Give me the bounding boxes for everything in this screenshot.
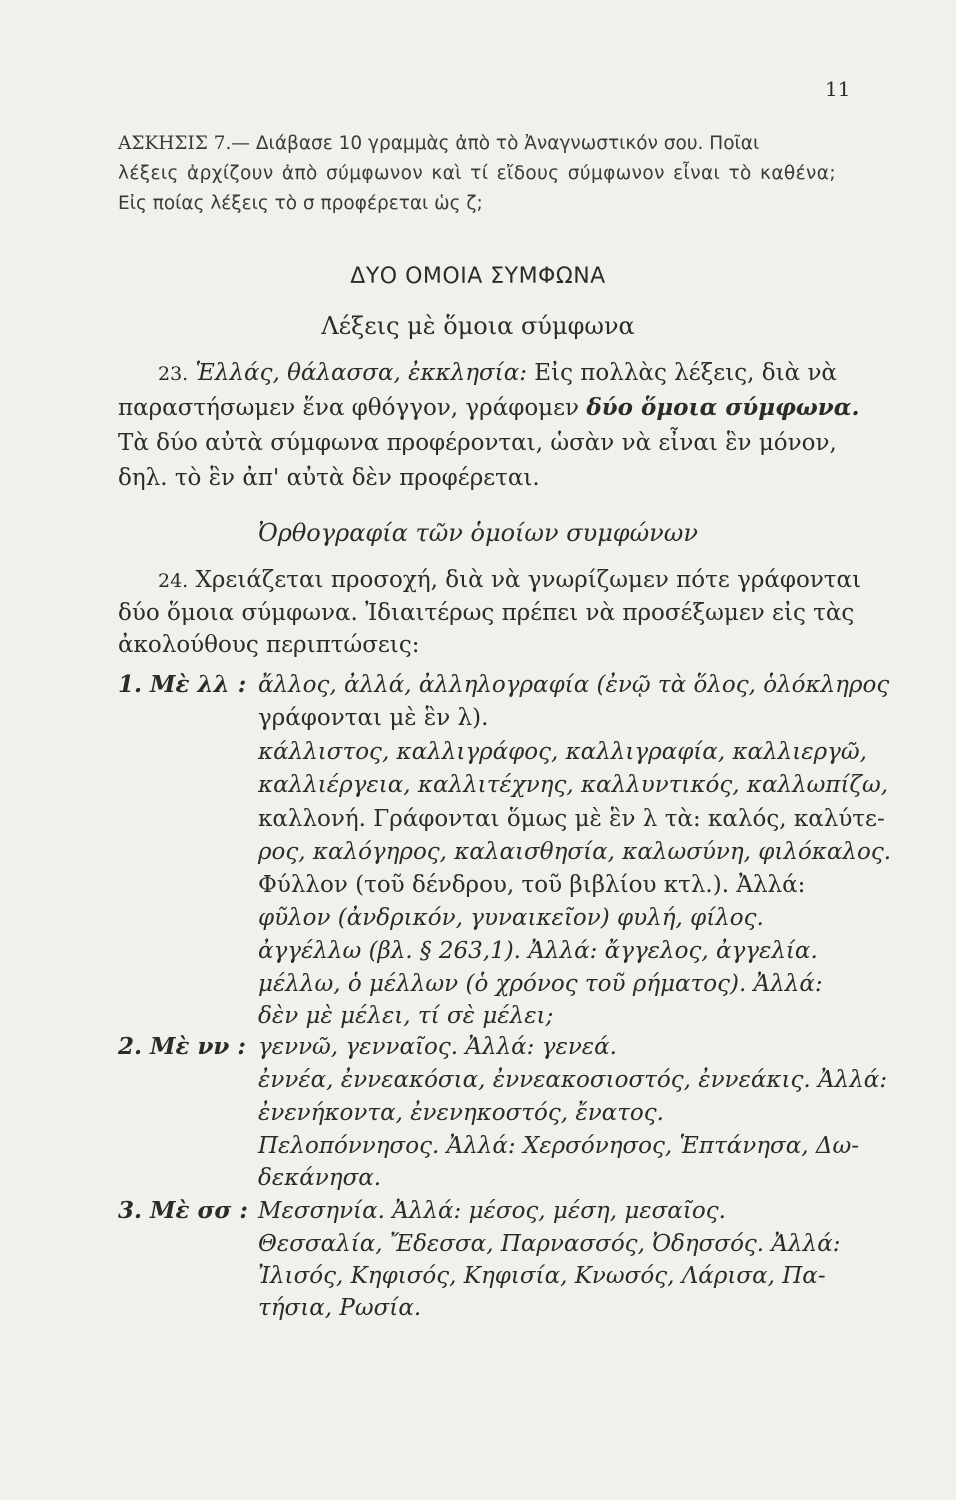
case-3-line: Ἰλισός, Κηφισός, Κηφισία, Κνωσός, Λάρισα, Πα- <box>258 1263 826 1289</box>
case-2-label: 2. Μὲ νν : <box>118 1033 246 1060</box>
case-1-line: κάλλιστος, καλλιγράφος, καλλιγραφία, καλλιεργῶ, <box>258 739 867 765</box>
orthography-heading: Ὀρθογραφία τῶν ὁμοίων συμφώνων <box>258 519 698 547</box>
para-23-examples: Ἑλλάς, θάλασσα, ἐκκλησία: <box>195 360 527 386</box>
para-23-line-2 <box>118 393 859 423</box>
case-1-label: 1. Μὲ λλ : <box>118 671 247 698</box>
case-2-line: Πελοπόννησος. Ἀλλά: Χερσόνησος, Ἑπτάνησα, Δω- <box>258 1133 860 1159</box>
case-3-line: τήσια, Ρωσία. <box>258 1295 422 1321</box>
case-1-line: γράφονται μὲ ἓν λ). <box>258 705 489 731</box>
para-24-line-3: ἀκολούθους περιπτώσεις: <box>118 632 420 658</box>
para-23-line-1 <box>158 358 836 389</box>
para-24-number: 24. <box>158 570 189 592</box>
case-1-line: δὲν μὲ μέλει, τί σὲ μέλει; <box>258 1003 554 1029</box>
case-1-line: ἄλλος, ἀλλά, ἀλληλογραφία (ἐνῷ τὰ ὅλος, ὁλόκληρος <box>258 672 890 698</box>
page-number: 11 <box>825 77 851 101</box>
case-1-line: Φύλλον (τοῦ δένδρου, τοῦ βιβλίου κτλ.). Ἀλλά: <box>258 872 806 898</box>
case-1-line: φῦλον (ἀνδρικόν, γυναικεῖον) φυλή, φίλος. <box>258 905 764 931</box>
exercise-line-1 <box>118 129 836 159</box>
para-23-line-2-text: παραστήσωμεν ἕνα φθόγγον, γράφομεν <box>118 395 580 421</box>
para-23-line-3: Τὰ δύο αὐτὰ σύμφωνα προφέρονται, ὡσὰν νὰ εἶναι ἓν μόνον, <box>118 430 837 456</box>
exercise-line-3: Εἰς ποίας λέξεις τὸ σ προφέρεται ὡς ζ; <box>118 193 483 214</box>
para-24-line-1-text: Χρειάζεται προσοχή, διὰ νὰ γνωρίζωμεν πότε γράφονται <box>195 567 862 593</box>
exercise-line-2: λέξεις ἀρχίζουν ἀπὸ σύμφωνον καὶ τί εἴδους σύμφωνον εἶναι τὸ καθένα; <box>118 163 836 184</box>
case-1-line: μέλλω, ὁ μέλλων (ὁ χρόνος τοῦ ρήματος). Ἀλλά: <box>258 971 823 997</box>
para-23-line-1-text: Εἰς πολλὰς λέξεις, διὰ νὰ <box>534 360 837 386</box>
case-1-line: καλλονή. Γράφονται ὅμως μὲ ἓν λ τὰ: καλός, καλύτε- <box>258 806 885 832</box>
case-1-line: ἀγγέλλω (βλ. § 263,1). Ἀλλά: ἄγγελος, ἀγγελία. <box>258 938 818 964</box>
exercise-text-1: Διάβασε 10 γραμμὰς ἀπὸ τὸ Ἀναγνωστικόν σου. Ποῖαι <box>255 133 760 154</box>
case-3-line: Μεσσηνία. Ἀλλά: μέσος, μέση, μεσαῖος. <box>258 1198 726 1224</box>
case-3-label: 3. Μὲ σσ : <box>118 1197 248 1224</box>
para-23-bold-phrase: δύο ὅμοια σύμφωνα. <box>586 394 860 421</box>
para-23-line-4: δηλ. τὸ ἓν ἀπ' αὐτὰ δὲν προφέρεται. <box>118 465 540 491</box>
case-2-line: ἐννέα, ἐννεακόσια, ἐννεακοσιοστός, ἐννεάκις. Ἀλλά: <box>258 1067 888 1093</box>
section-subtitle: Λέξεις μὲ ὅμοια σύμφωνα <box>321 312 635 340</box>
case-2-line: γεννῶ, γενναῖος. Ἀλλά: γενεά. <box>258 1034 617 1060</box>
case-2-line: δεκάνησα. <box>258 1165 382 1191</box>
case-2-line: ἐνενήκοντα, ἐνενηκοστός, ἔνατος. <box>258 1100 664 1126</box>
exercise-label: ΑΣΚΗΣΙΣ 7.— <box>118 133 250 154</box>
section-title: ΔΥΟ ΟΜΟΙΑ ΣΥΜΦΩΝΑ <box>350 264 606 289</box>
case-3-line: Θεσσαλία, Ἔδεσσα, Παρνασσός, Ὀδησσός. Ἀλλά: <box>258 1231 841 1257</box>
case-1-line: καλλιέργεια, καλλιτέχνης, καλλυντικός, καλλωπίζω, <box>258 772 889 798</box>
case-1-line: ρος, καλόγηρος, καλαισθησία, καλωσύνη, φιλόκαλος. <box>258 839 892 865</box>
para-24-line-2: δύο ὅμοια σύμφωνα. Ἰδιαιτέρως πρέπει νὰ προσέξωμεν εἰς τὰς <box>118 600 855 626</box>
para-23-number: 23. <box>158 363 189 385</box>
para-24-line-1 <box>158 565 861 596</box>
